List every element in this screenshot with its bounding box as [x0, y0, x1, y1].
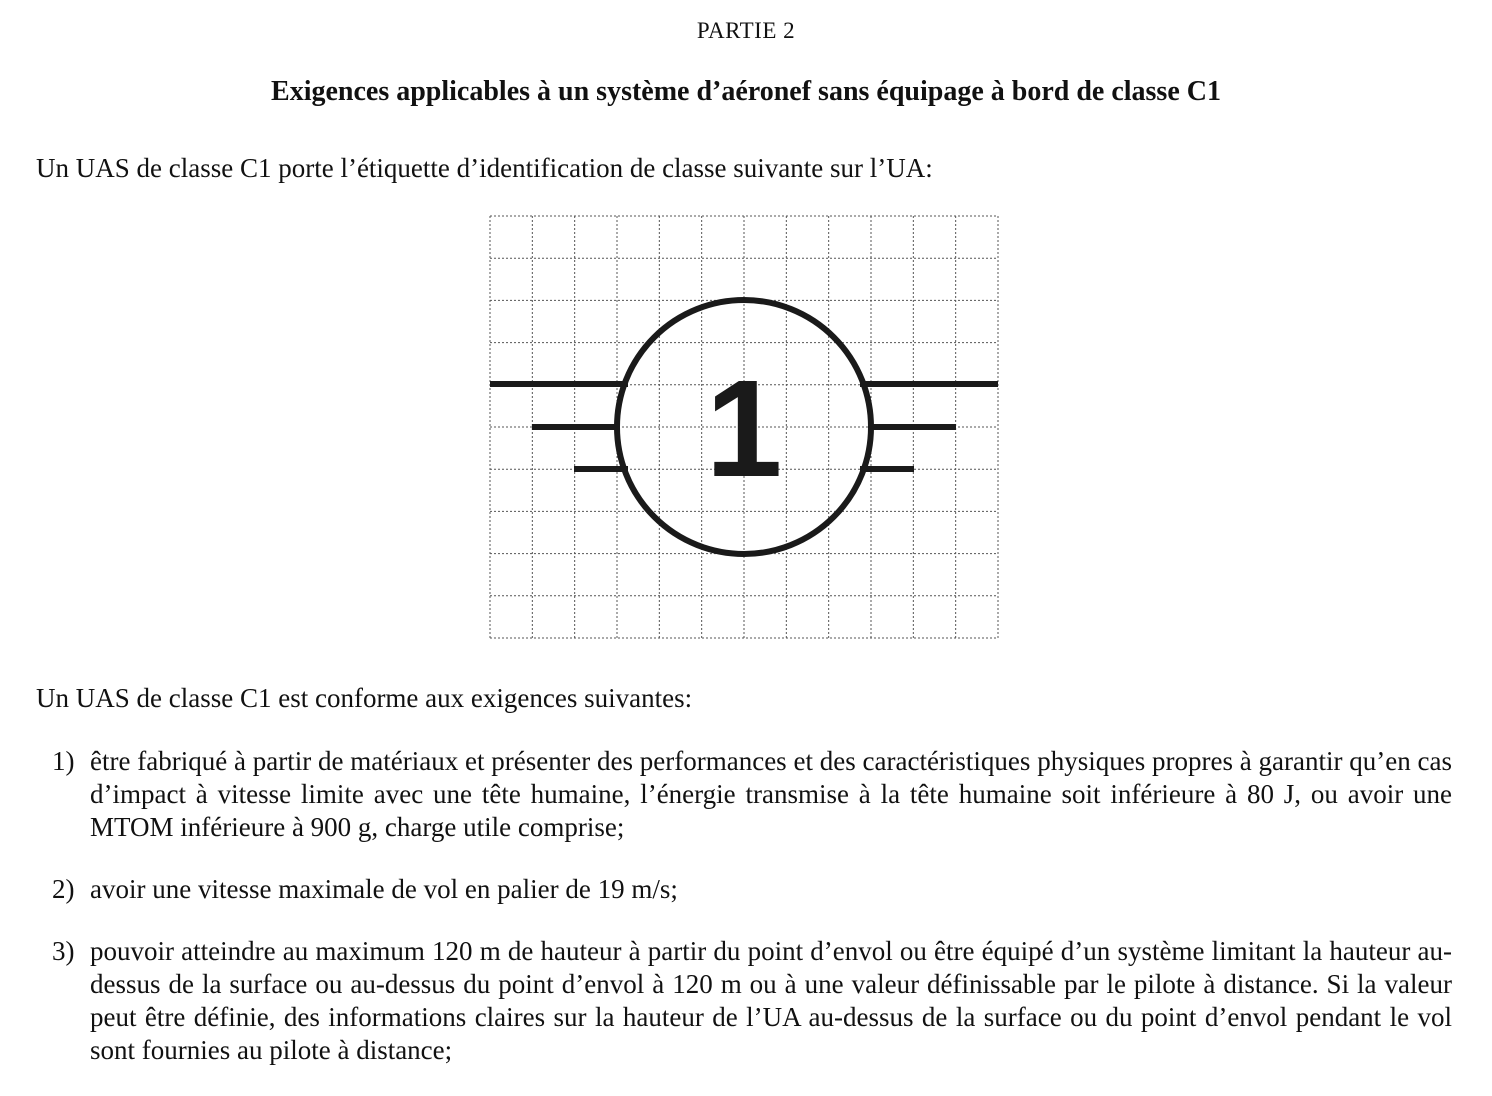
conformity-paragraph: Un UAS de classe C1 est conforme aux exigences suivantes: — [36, 683, 693, 713]
section-title: Exigences applicables à un système d’aéronef sans équipage à bord de classe C1 — [271, 76, 1221, 107]
intro-paragraph: Un UAS de classe C1 porte l’étiquette d’identification de classe suivante sur l’UA: — [36, 153, 933, 183]
requirements-list — [36, 745, 1452, 1096]
list-item — [36, 745, 1452, 844]
list-item — [36, 873, 1452, 906]
requirement-number: 1) — [52, 746, 75, 776]
requirement-number: 3) — [52, 936, 75, 966]
part-heading: PARTIE 2 — [696, 18, 796, 43]
requirement-text: avoir une vitesse maximale de vol en palier de 19 m/s; — [90, 874, 678, 904]
requirement-text: pouvoir atteindre au maximum 120 m de hauteur à partir du point d’envol ou être équipé d’un système limitant la hauteur au-dessus de la surface ou au-dessus du point d’envol à 120 m ou à une valeur définissable par le pilote à distance. Si la valeur peut être définie, des informations claires sur la hauteur de l’UA au-dessus de la surface ou du point d’envol pendant le vol sont fournies au pilote à distance; — [90, 936, 1452, 1065]
class-identification-label — [488, 214, 1000, 640]
list-item — [36, 935, 1452, 1067]
requirement-number: 2) — [52, 874, 75, 904]
label-numeral: 1 — [705, 352, 783, 506]
requirement-text: être fabriqué à partir de matériaux et présenter des performances et des caractéristiques physiques propres à garantir qu’en cas d’impact à vitesse limite avec une tête humaine, l’énergie transmise à la tête humaine soit inférieure à 80 J, ou avoir une MTOM inférieure à 900 g, charge utile comprise; — [90, 746, 1452, 842]
